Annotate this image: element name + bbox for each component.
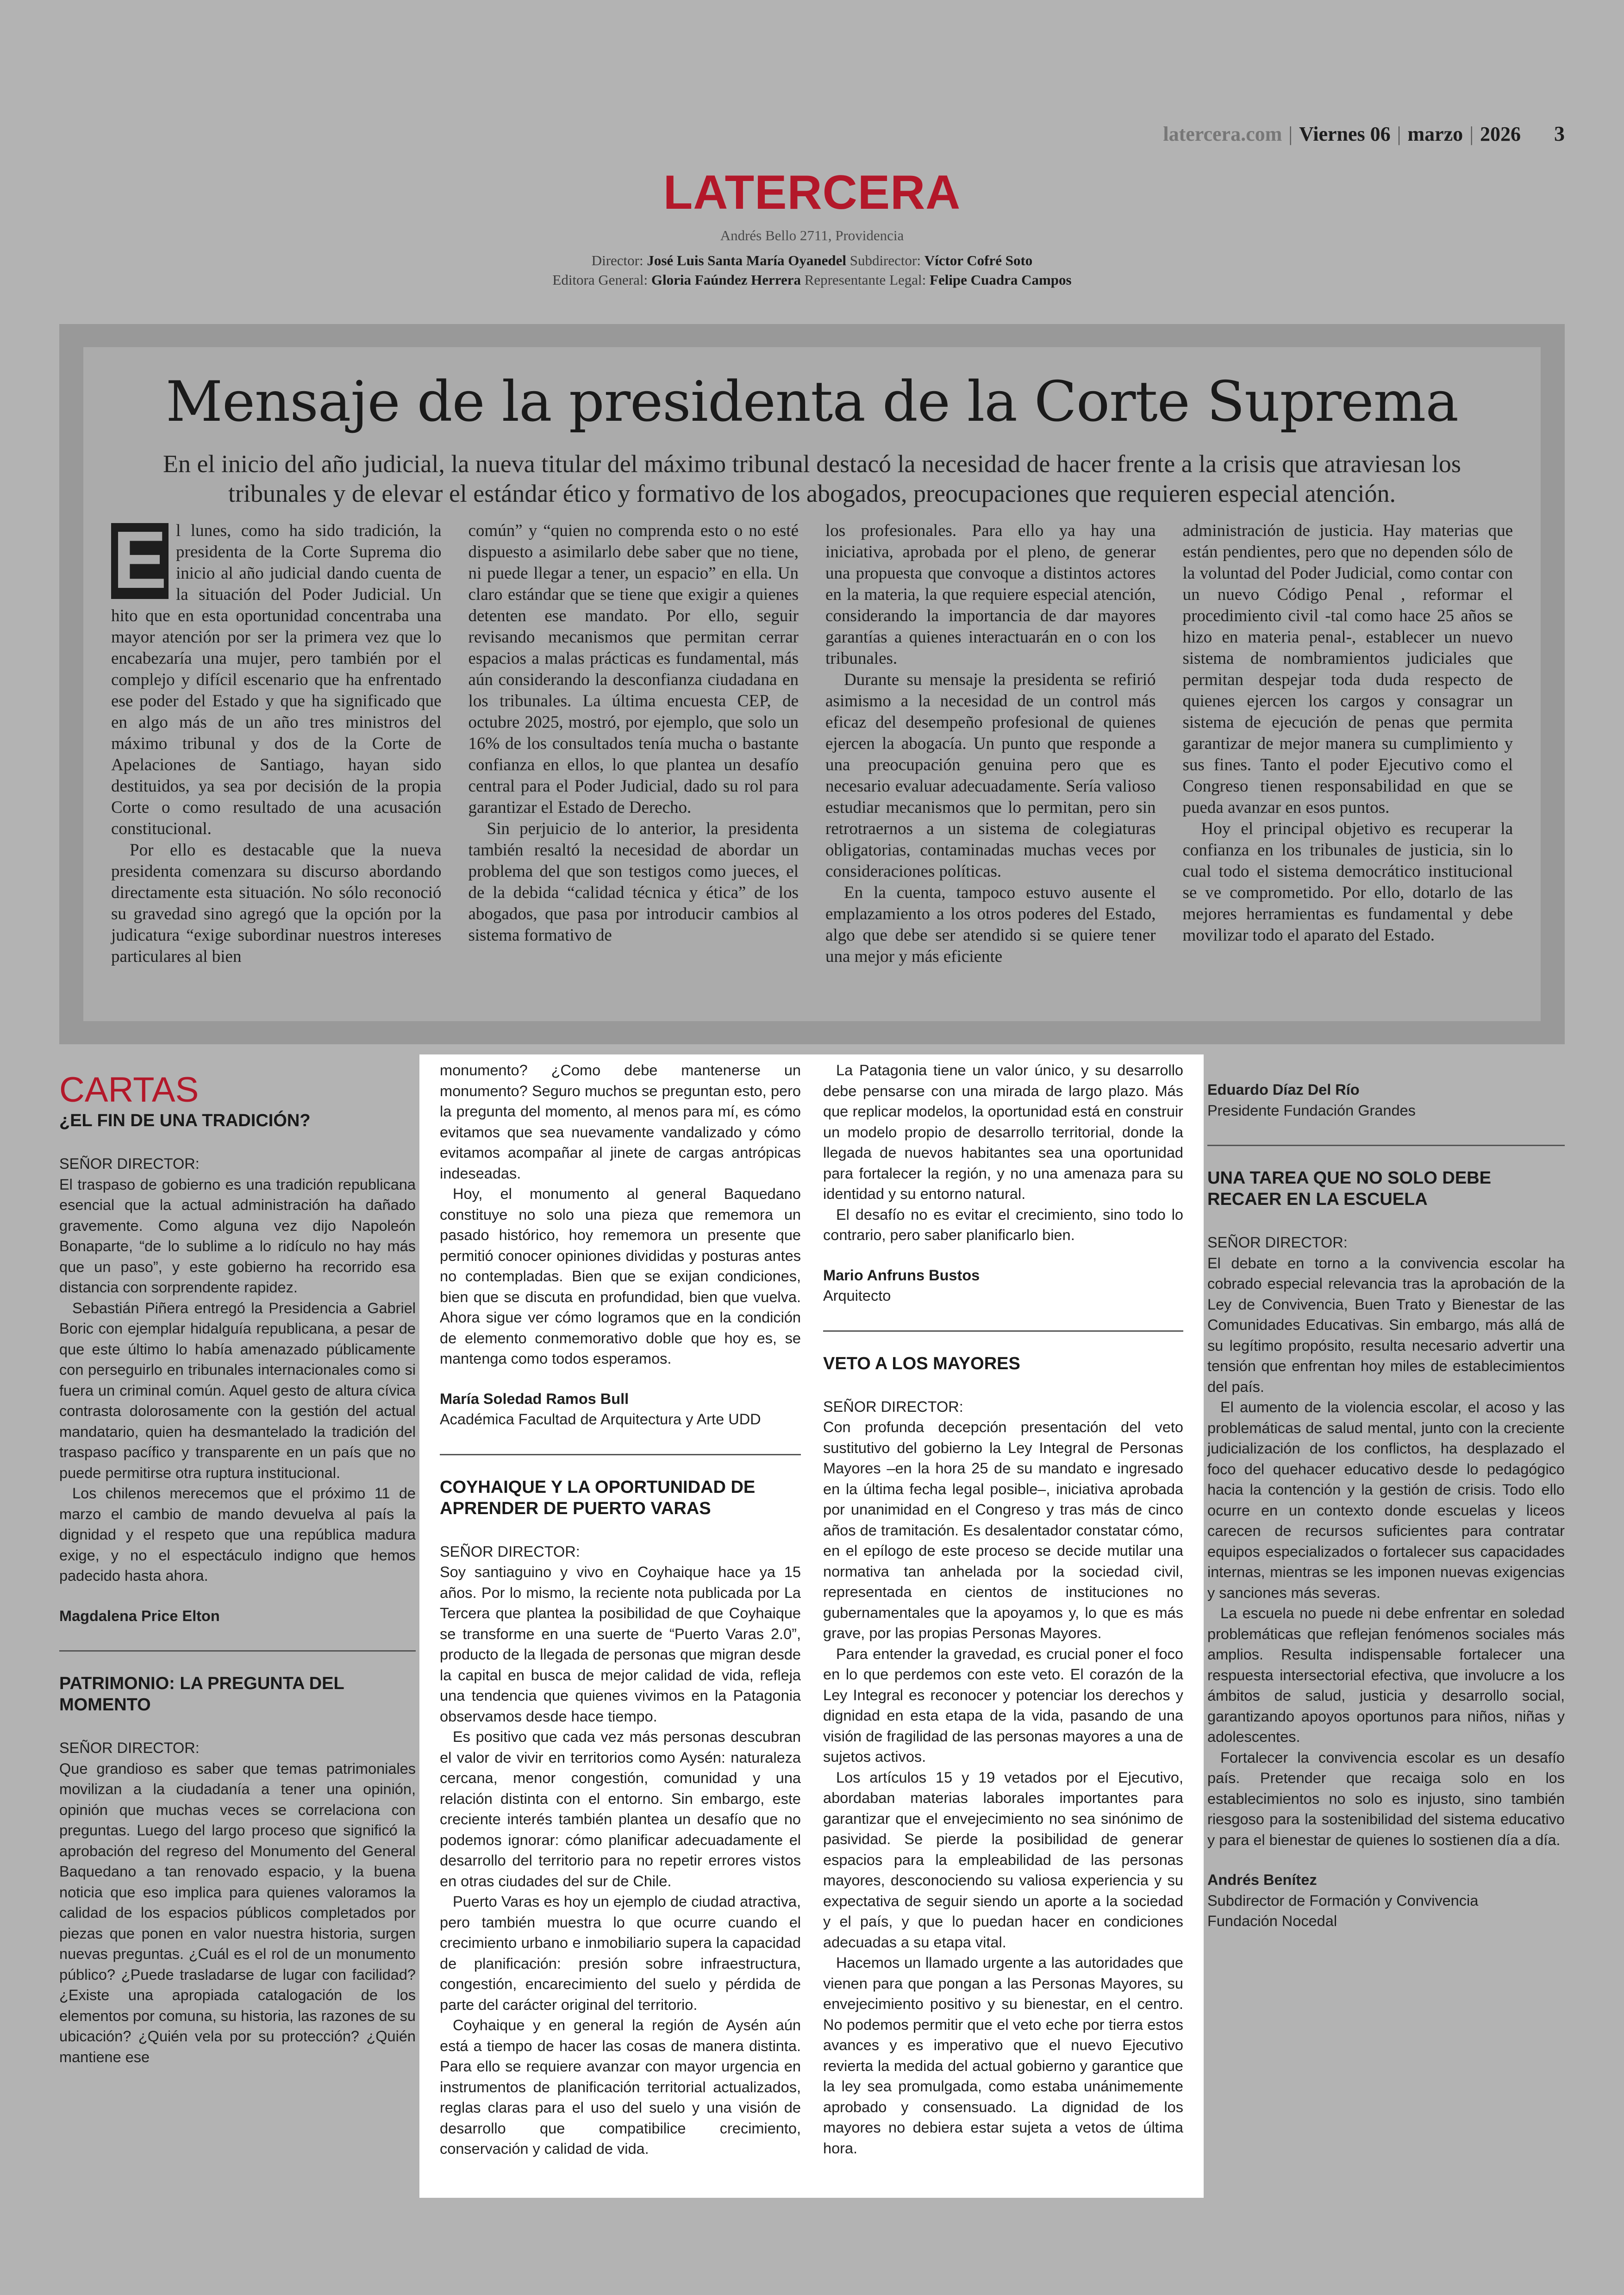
editorial-paragraph: E l lunes, como ha sido tradición, la presidenta de la Corte Suprema dio inicio al año judicial dando cuenta de la situación del Poder Judicial. Un hito que en esta oportunidad concentraba una mayor atención por ser la primera vez que lo encabezaría una mujer, pero también por el complejo y difícil escenario que ha enfrentado ese poder del Estado y que ha significado que en algo más de un año tres ministros del máximo tribunal y dos de la Corte de Apelaciones de Santiago, hayan sido destituidos, ya sea por decisión de la propia Corte o como resultado de una acusación constitucional. [111, 520, 442, 840]
masthead [0, 168, 1624, 290]
editorial-box [83, 347, 1541, 1021]
letter-salutation: SEÑOR DIRECTOR: [440, 1543, 580, 1560]
letter-paragraph: Sebastián Piñera entregó la Presidencia a Gabriel Boric con ejemplar hidalguía republicana, a pesar de que este último lo había amenazado públicamente con perseguirlo en tribunales internacionales como si fuera un criminal común. Aquel gesto de altura cívica contrasta dolorosamente con la gestión del actual mandatario, quien ha desmantelado la tradición del traspaso pacífico y transparente en un país que no puede permitirse otra ruptura institucional. [59, 1299, 416, 1481]
letter-paragraph: Con profunda decepción presentación del veto sustitutivo del gobierno la Ley Integral de Personas Mayores –en la hora 25 de su mandato e ingresado en la última fecha legal posible–, iniciativa aprobada por unanimidad en el Congreso y tras más de cinco años de tramitación. Es desalentador constatar cómo, en el epílogo de este proceso se decide mutilar una normativa tan anhelada por la sociedad civil, representada en cientos de instituciones no gubernamentales que la apoyamos y, lo que es más grave, por las propias Personas Mayores. [823, 1419, 1183, 1641]
editorial-paragraph: Sin perjuicio de lo anterior, la presidenta también resaltó la necesidad de abordar un problema del que son testigos como jueces, el de la debida “calidad técnica y ética” de los abogados, que pasa por introducir cambios al sistema formativo de [468, 819, 799, 945]
editorial-columns [111, 520, 1513, 967]
letter-headline: PATRIMONIO: LA PREGUNTA DEL MOMENTO [59, 1674, 344, 1715]
editorial-paragraph: los profesionales. Para ello ya hay una iniciativa, aprobada por el pleno, de generar una propuesta que convoque a distintos actores en la materia, la que requiere especial atención, considerando la importancia de dar mayores garantías a quienes interactuarán en o con los tribunales. [825, 521, 1156, 668]
letter-author: Eduardo Díaz Del Río [1207, 1081, 1360, 1098]
letter-author: Andrés Benítez [1207, 1871, 1317, 1888]
editorial-paragraph: Por ello es destacable que la nueva presidenta comenzara su discurso abordando directamente esta situación. No sólo reconoció su gravedad sino agregó que la opción por la judicatura “exige subordinar nuestros intereses particulares al bien [111, 841, 442, 966]
letter-author-role: Académica Facultad de Arquitectura y Arte UDD [440, 1411, 761, 1428]
letter-paragraph: Fortalecer la convivencia escolar es un desafío país. Pretender que recaiga solo en los establecimientos no solo es injusto, sino también riesgoso para la sostenibilidad del sistema educativo y para el bienestar de quienes lo sostienen día a día. [1207, 1749, 1565, 1848]
folio-month: marzo [1407, 123, 1463, 145]
subdirector-label: Subdirector: [849, 252, 921, 268]
representante-name: Felipe Cuadra Campos [930, 272, 1072, 288]
svg-text:E: E [112, 523, 167, 599]
director-name: José Luis Santa María Oyanedel [647, 252, 846, 268]
letter-paragraph: Que grandioso es saber que temas patrimoniales movilizan a la ciudadanía a tener una opinión, opinión que muchas veces se correlaciona con preguntas. Luego del largo proceso que significó la aprobación del regreso del Monumento del General Baquedano a tan renovado espacio, y la buena noticia que eso implica para quienes valoramos la calidad de los espacios públicos completados por piezas que ponen en valor nuestra historia, surgen nuevas preguntas. ¿Cuál es el rol de un monumento público? ¿Puede trasladarse de lugar con facilidad? ¿Existe una apropiada catalogación de los elementos por comuna, su historia, las razones de su ubicación? ¿Quién vela por su protección? ¿Quién mantiene ese [59, 1760, 416, 2065]
letter-headline: VETO A LOS MAYORES [823, 1353, 1020, 1373]
representante-label: Representante Legal: [804, 272, 926, 288]
masthead-staff-line-2 [0, 270, 1624, 290]
drop-cap-letter [111, 523, 169, 599]
drop-cap [111, 523, 169, 599]
folio-separator: | [1288, 123, 1293, 145]
letters-column-3 [823, 1060, 1183, 2158]
site-url[interactable]: latercera.com [1163, 123, 1282, 145]
letter-divider [440, 1454, 801, 1455]
subdirector-name: Víctor Cofré Soto [924, 252, 1033, 268]
letter-author-role: Fundación Nocedal [1207, 1913, 1337, 1929]
masthead-address: Andrés Bello 2711, Providencia [720, 227, 904, 243]
editorial-column-2 [468, 520, 799, 967]
letter-headline: UNA TAREA QUE NO SOLO DEBE RECAER EN LA ESCUELA [1207, 1168, 1491, 1209]
letter-divider [1207, 1145, 1565, 1146]
editorial-paragraph: común” y “quien no comprenda esto o no esté dispuesto a asimilarlo debe saber que no tiene, ni puede llegar a tener, un espacio” en ella. Un claro estándar que se tiene que exigir a quienes detenten ese mandato. Por ello, seguir revisando mecanismos que permitan cerrar espacios a malas prácticas es fundamental, más aún considerando la desconfianza ciudadana en los tribunales. La última encuesta CEP, de octubre 2025, mostró, por ejemplo, que solo un 16% de los consultados tenía mucha o bastante confianza en ellos, lo que plantea un desafío central para el Poder Judicial, dado su rol para garantizar el Estado de Derecho. [468, 521, 799, 817]
letter-paragraph: Coyhaique y en general la región de Aysén aún está a tiempo de hacer las cosas de manera distinta. Para ello se requiere avanzar con mayor urgencia en instrumentos de planificación territorial actualizados, reglas claras para el uso del suelo y una visión de desarrollo que compatibilice crecimiento, conservación y calidad de vida. [440, 2017, 801, 2157]
editorial-frame [59, 324, 1565, 1044]
letter-paragraph: Soy santiaguino y vivo en Coyhaique hace ya 15 años. Por lo mismo, la reciente nota publicada por La Tercera que plantea la posibilidad de que Coyhaique se transforme en una suerte de “Puerto Varas 2.0”, producto de la llegada de personas que migran desde la capital en busca de mejor calidad de vida, refleja una tendencia que quienes vivimos en la Patagonia observamos desde hace tiempo. [440, 1564, 801, 1725]
editorial-column-3 [825, 520, 1156, 967]
letter-salutation: SEÑOR DIRECTOR: [1207, 1234, 1348, 1251]
editora-label: Editora General: [552, 272, 648, 288]
folio-year: 2026 [1480, 123, 1521, 145]
editorial-column-1 [111, 520, 442, 967]
editorial-paragraph: administración de justicia. Hay materias que están pendientes, pero que no dependen sólo de la voluntad del Poder Judicial, como contar con un nuevo Código Penal , reformar el procedimiento civil -tal como hace 25 años se hizo en materia penal-, establecer un nuevo sistema de nombramientos judiciales que permitan despejar toda duda respecto de quienes ejercen los cargos y consagrar un sistema de ejecución de penas que permita garantizar de mejor manera su cumplimiento y sus fines. Tanto el poder Ejecutivo como el Congreso tienen responsabilidad en que se pueda avanzar en esos puntos. [1182, 521, 1513, 817]
editora-name: Gloria Faúndez Herrera [651, 272, 801, 288]
editorial-paragraph: En la cuenta, tampoco estuvo ausente el emplazamiento a los otros poderes del Estado, algo que debe ser atendido si se quiere tener una mejor y más eficiente [825, 883, 1156, 966]
page-folio [1163, 121, 1565, 146]
letter-paragraph: El traspaso de gobierno es una tradición republicana esencial que la actual administración ha dañado gravemente. Como alguna vez dijo Napoleón Bonaparte, “de lo sublime a lo ridículo no hay más que un paso”, y este gobierno ha recorrido esa distancia con sorprendente rapidez. [59, 1176, 416, 1296]
letter-paragraph: Hoy, el monumento al general Baquedano constituye no solo una pieza que rememora un pasado histórico, hoy rememora un presente que permitió conocer opiniones divididas y posturas antes no contempladas. Bien que se exijan condiciones, bien que se discuta en profundidad, bien que vuelva. Ahora sigue ver cómo logramos que en la condición de elemento conmemorativo doble que hoy es, se mantenga como todos esperamos. [440, 1185, 801, 1367]
letter-author: María Soledad Ramos Bull [440, 1390, 629, 1407]
letter-salutation: SEÑOR DIRECTOR: [59, 1155, 200, 1172]
newspaper-logo: LATERCERA [663, 166, 961, 219]
letter-author: Magdalena Price Elton [59, 1607, 220, 1624]
letter-paragraph: Puerto Varas es hoy un ejemplo de ciudad atractiva, pero también muestra lo que ocurre cuando el crecimiento urbano e inmobiliario supera la capacidad de planificación: presión sobre infraestructura, congestión, encarecimiento del suelo y pérdida de parte del carácter original del territorio. [440, 1893, 801, 2013]
letter-paragraph: Los chilenos merecemos que el próximo 11 de marzo el cambio de mando devuelva al país la dignidad y el respeto que una república madura exige, y no el espectáculo indigno que hemos padecido hasta ahora. [59, 1485, 416, 1584]
letter-headline: COYHAIQUE Y LA OPORTUNIDAD DE APRENDER DE PUERTO VARAS [440, 1477, 756, 1518]
letter-paragraph: La escuela no puede ni debe enfrentar en soledad problemáticas que reflejan fenómenos sociales más amplios. Resulta indispensable fortalecer una respuesta intersectorial efectiva, que involucre a los ámbitos de salud, justicia y desarrollo social, garantizando apoyos oportunos para niños, niñas y adolescentes. [1207, 1605, 1565, 1745]
letter-author: Mario Anfruns Bustos [823, 1266, 980, 1284]
letter-paragraph: El aumento de la violencia escolar, el acoso y las problemáticas de salud mental, junto con la creciente judicialización de los conflictos, ha desplazado el foco del quehacer educativo desde lo pedagógico hacia la contención y la gestión de crisis. Todo ello ocurre en un contexto donde escuelas y liceos carecen de recursos suficientes para contratar equipos especializados o fortalecer sus capacidades internas, mientras se les imponen nuevas exigencias y sanciones más severas. [1207, 1399, 1565, 1601]
letter-paragraph: Hacemos un llamado urgente a las autoridades que vienen para que pongan a las Personas Mayores, su envejecimiento positivo y su bienestar, en el centro. No podemos permitir que el veto eche por tierra estos avances y es imperativo que el nuevo Ejecutivo revierta la medida del actual gobierno y garantice que la ley sea promulgada, como estaba unánimemente aprobado y consensuado. La dignidad de los mayores no debiera estar sujeta a vetos de última hora. [823, 1954, 1183, 2157]
letter-paragraph: Es positivo que cada vez más personas descubran el valor de vivir en territorios como Aysén: naturaleza cercana, menor congestión, comunidad y una relación distinta con el entorno. Sin embargo, este creciente interés también plantea un desafío que no podemos ignorar: cómo planificar adecuadamente el desarrollo del territorio para no repetir errores vistos en otras ciudades del sur de Chile. [440, 1728, 801, 1890]
letters-column-4 [1207, 1060, 1565, 1932]
page-number: 3 [1554, 122, 1565, 145]
editorial-column-4 [1183, 520, 1513, 967]
folio-separator: | [1469, 123, 1474, 145]
folio-separator: | [1397, 123, 1401, 145]
letters-column-2 [440, 1060, 801, 2159]
letter-paragraph: El debate en torno a la convivencia escolar ha cobrado especial relevancia tras la aprobación de la Ley de Convivencia, Buen Trato y Bienestar de las Comunidades Educativas. Sin embargo, más allá de su legítimo propósito, resulta necesario advertir una tensión que enfrentan hoy miles de establecimientos del país. [1207, 1254, 1565, 1395]
section-title: CARTAS [59, 1070, 199, 1110]
director-label: Director: [591, 252, 643, 268]
letter-paragraph: Los artículos 15 y 19 vetados por el Ejecutivo, abordaban materias laborales importantes para garantizar que el envejecimiento no sea sinónimo de pasividad. Se pierde la posibilidad de generar espacios para la empleabilidad de las personas mayores, desconociendo su valiosa experiencia y su expectativa de seguir siendo un aporte a la sociedad y el país, y que lo puedan hacer en condiciones adecuadas a su etapa vital. [823, 1769, 1183, 1951]
letter-author-role: Presidente Fundación Grandes [1207, 1102, 1416, 1119]
letter-paragraph: Para entender la gravedad, es crucial poner el foco en lo que perdemos con este veto. El corazón de la Ley Integral es reconocer y potenciar los derechos y dignidad en esta etapa de la vida, pasando de una visión de fragilidad de las personas mayores a una de sujetos activos. [823, 1645, 1183, 1765]
masthead-staff-line-1 [0, 251, 1624, 270]
letter-paragraph: monumento? ¿Como debe mantenerse un monumento? Seguro muchos se preguntan esto, pero la pregunta del momento, al menos para mí, es cómo evitamos que sea nuevamente vandalizado y cómo evitamos acompañar al jinete de cargas antrópicas indeseadas. [440, 1062, 801, 1182]
editorial-title: Mensaje de la presidenta de la Corte Suprema [166, 370, 1458, 434]
letter-salutation: SEÑOR DIRECTOR: [59, 1740, 200, 1756]
letter-author-role: Arquitecto [823, 1287, 891, 1304]
editorial-paragraph: Hoy el principal objetivo es recuperar la confianza en los tribunales de justicia, sin lo cual todo el sistema democrático institucional se ve comprometido. Por ello, dotarlo de las mejores herramientas es fundamental y debe movilizar todo el aparato del Estado. [1182, 819, 1513, 945]
letter-salutation: SEÑOR DIRECTOR: [823, 1398, 963, 1415]
letter-paragraph: La Patagonia tiene un valor único, y su desarrollo debe pensarse con una mirada de largo plazo. Más que replicar modelos, la oportunidad está en construir un modelo propio de desarrollo territorial, donde la llegada de nuevos habitantes sea una oportunidad para fortalecer la región, y no una amenaza para su identidad y su entorno natural. [823, 1062, 1183, 1202]
letter-paragraph: El desafío no es evitar el crecimiento, sino todo lo contrario, pero saber planificarlo bien. [823, 1206, 1183, 1243]
letter-author-role: Subdirector de Formación y Convivencia [1207, 1892, 1479, 1909]
letter-divider [823, 1330, 1183, 1332]
folio-day: Viernes 06 [1299, 123, 1391, 145]
editorial-paragraph: Durante su mensaje la presidenta se refirió asimismo a la necesidad de un control más eficaz del desempeño profesional de quienes ejercen la abogacía. Un punto que responde a una preocupación genuina pero que es necesario evaluar adecuadamente. Sería valioso estudiar mecanismos que lo permitan, pero sin retrotraernos a un sistema de colegiaturas obligatorias, contaminadas muchas veces por consideraciones políticas. [825, 670, 1156, 881]
editorial-deck: En el inicio del año judicial, la nueva titular del máximo tribunal destacó la necesidad de hacer frente a la crisis que atraviesan los tribunales y de elevar el estándar ético y formativo de los abogados, preocupaciones que requieren especial atención. [163, 450, 1461, 507]
letters-column-1 [59, 1070, 416, 2067]
letter-divider [59, 1650, 416, 1652]
letter-headline: ¿EL FIN DE UNA TRADICIÓN? [59, 1111, 311, 1130]
